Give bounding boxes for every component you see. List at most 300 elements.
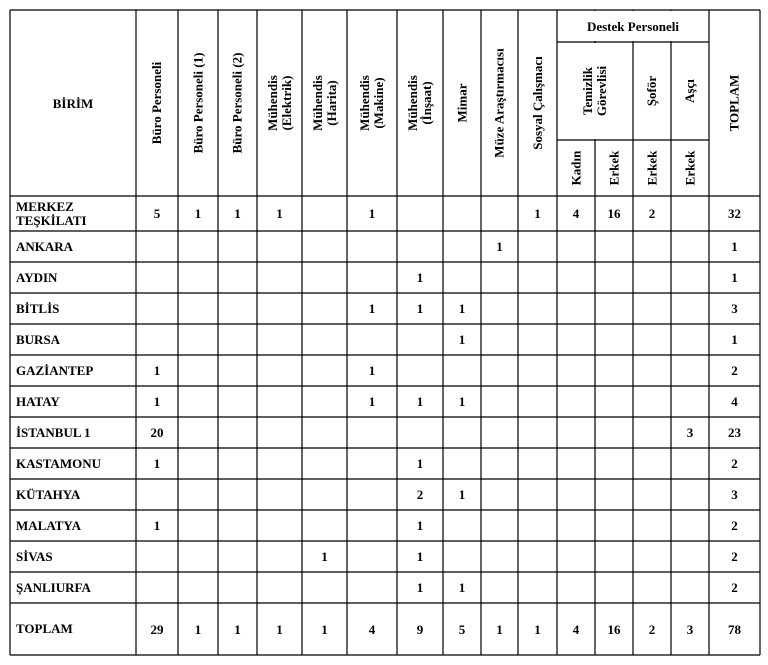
- value-cell: [557, 417, 595, 448]
- value-cell: [633, 196, 671, 231]
- value-cell: [397, 324, 443, 355]
- value-cell: [136, 293, 178, 324]
- value-cell: [178, 293, 218, 324]
- value-text: 2: [731, 363, 738, 378]
- value-cell: [633, 355, 671, 386]
- unit-name-cell: [10, 417, 136, 448]
- value-cell: [397, 572, 443, 603]
- unit-name-text: MERKEZ: [16, 198, 74, 214]
- value-cell: [518, 262, 557, 293]
- value-cell: [443, 196, 481, 231]
- value-cell: [257, 448, 302, 479]
- column-header: [347, 10, 397, 196]
- value-cell: [557, 510, 595, 541]
- total-column-header-text: TOPLAM: [726, 74, 742, 132]
- value-cell: [671, 231, 709, 262]
- value-cell: [709, 572, 760, 603]
- column-header-text: Mimar: [454, 83, 470, 123]
- value-cell: [347, 196, 397, 231]
- value-cell: [443, 448, 481, 479]
- value-text: 1: [731, 332, 738, 347]
- column-header: [481, 10, 518, 196]
- unit-column-header-text: BİRİM: [52, 95, 94, 111]
- value-cell: [347, 324, 397, 355]
- value-text: 1: [416, 394, 424, 409]
- value-cell: [671, 448, 709, 479]
- value-cell: [633, 293, 671, 324]
- value-cell: [347, 386, 397, 417]
- value-text: 32: [728, 206, 741, 221]
- value-cell: [709, 510, 760, 541]
- value-cell: [518, 417, 557, 448]
- value-cell: [633, 262, 671, 293]
- value-cell: [671, 572, 709, 603]
- support-role-header-text: Şoför: [644, 75, 659, 107]
- value-text: 1: [416, 270, 424, 285]
- value-cell: [481, 417, 518, 448]
- value-cell: [633, 510, 671, 541]
- value-text: 1: [731, 239, 738, 254]
- value-cell: [557, 541, 595, 572]
- value-text: 1: [731, 270, 738, 285]
- value-cell: [302, 541, 347, 572]
- unit-name-text: KASTAMONU: [16, 455, 101, 471]
- value-text: 1: [153, 456, 161, 471]
- value-cell: [347, 355, 397, 386]
- value-cell: [136, 479, 178, 510]
- value-cell: [302, 417, 347, 448]
- value-cell: [481, 293, 518, 324]
- unit-name-text: BURSA: [16, 331, 61, 347]
- value-text: 2: [416, 487, 424, 502]
- column-header: [302, 10, 347, 196]
- value-cell: [709, 231, 760, 262]
- value-cell: [178, 196, 218, 231]
- value-text: 3: [686, 425, 694, 440]
- value-cell: [633, 324, 671, 355]
- value-cell: [136, 231, 178, 262]
- value-cell: [557, 231, 595, 262]
- column-header: [518, 10, 557, 196]
- totals-value-text: 1: [534, 621, 541, 637]
- value-cell: [218, 448, 257, 479]
- value-text: 1: [458, 394, 466, 409]
- value-text: 1: [153, 394, 161, 409]
- value-cell: [136, 262, 178, 293]
- value-cell: [633, 448, 671, 479]
- value-cell: [481, 231, 518, 262]
- value-cell: [218, 355, 257, 386]
- value-text: 1: [153, 363, 161, 378]
- value-cell: [178, 355, 218, 386]
- unit-name-text: AYDIN: [16, 269, 58, 285]
- value-cell: [443, 510, 481, 541]
- value-cell: [136, 572, 178, 603]
- value-cell: [218, 541, 257, 572]
- unit-name-text: İSTANBUL 1: [16, 424, 91, 440]
- value-cell: [178, 386, 218, 417]
- totals-value-text: 2: [648, 621, 656, 637]
- value-cell: [136, 386, 178, 417]
- value-cell: [481, 386, 518, 417]
- value-cell: [595, 293, 633, 324]
- value-cell: [595, 572, 633, 603]
- value-cell: [633, 417, 671, 448]
- totals-label-cell: [10, 603, 136, 655]
- value-cell: [518, 324, 557, 355]
- value-cell: [709, 541, 760, 572]
- value-cell: [709, 448, 760, 479]
- value-cell: [709, 386, 760, 417]
- totals-value-text: 4: [572, 621, 580, 637]
- value-cell: [178, 262, 218, 293]
- value-cell: [302, 196, 347, 231]
- total-column-header: [709, 10, 760, 196]
- value-cell: [178, 417, 218, 448]
- value-cell: [443, 572, 481, 603]
- unit-name-text: BİTLİS: [16, 300, 60, 316]
- value-text: 1: [416, 580, 424, 595]
- unit-name-cell: [10, 293, 136, 324]
- unit-name-text: KÜTAHYA: [16, 486, 81, 502]
- value-cell: [557, 293, 595, 324]
- value-cell: [709, 324, 760, 355]
- value-cell: [481, 479, 518, 510]
- value-cell: [347, 572, 397, 603]
- value-cell: [257, 386, 302, 417]
- value-text: 4: [731, 394, 738, 409]
- unit-name-text: HATAY: [16, 393, 60, 409]
- value-text: 1: [534, 206, 541, 221]
- value-cell: [302, 386, 347, 417]
- value-cell: [397, 196, 443, 231]
- value-cell: [397, 262, 443, 293]
- value-cell: [671, 355, 709, 386]
- value-cell: [257, 479, 302, 510]
- column-header-text: Mühendis: [357, 75, 373, 131]
- value-cell: [443, 324, 481, 355]
- gender-header: [595, 140, 633, 196]
- unit-name-cell: [10, 231, 136, 262]
- value-cell: [397, 386, 443, 417]
- value-cell: [557, 479, 595, 510]
- totals-value-text: 5: [458, 621, 466, 637]
- value-text: 2: [731, 518, 738, 533]
- totals-value-cell: [443, 603, 481, 655]
- value-cell: [709, 293, 760, 324]
- totals-value-text: 1: [234, 621, 241, 637]
- value-cell: [136, 541, 178, 572]
- value-cell: [671, 324, 709, 355]
- support-role-header-text: Temizlik: [580, 67, 595, 115]
- value-text: 23: [728, 425, 741, 440]
- value-cell: [443, 262, 481, 293]
- value-cell: [557, 448, 595, 479]
- unit-name-cell: [10, 262, 136, 293]
- unit-name-text: SİVAS: [16, 548, 53, 564]
- value-text: 1: [416, 549, 424, 564]
- value-cell: [671, 510, 709, 541]
- support-role-header-text: Aşçı: [682, 79, 697, 103]
- value-text: 1: [416, 518, 424, 533]
- column-header-text: Sosyal Çalışmacı: [529, 56, 545, 150]
- value-cell: [671, 262, 709, 293]
- value-cell: [595, 417, 633, 448]
- value-cell: [397, 510, 443, 541]
- value-cell: [595, 479, 633, 510]
- value-text: 2: [731, 456, 738, 471]
- totals-value-text: 3: [686, 621, 694, 637]
- unit-name-text: GAZİANTEP: [16, 362, 94, 378]
- value-cell: [709, 479, 760, 510]
- value-cell: [302, 324, 347, 355]
- support-role-header: [633, 42, 671, 140]
- value-cell: [257, 541, 302, 572]
- value-text: 2: [731, 580, 738, 595]
- totals-value-text: 1: [276, 621, 283, 637]
- value-cell: [518, 448, 557, 479]
- value-cell: [595, 541, 633, 572]
- column-header-text: Büro Personeli (1): [190, 52, 206, 154]
- unit-name-cell: [10, 510, 136, 541]
- value-cell: [136, 448, 178, 479]
- value-text: 3: [731, 487, 738, 502]
- unit-name-text: TEŞKİLATI: [16, 212, 87, 228]
- value-cell: [136, 355, 178, 386]
- value-cell: [557, 386, 595, 417]
- column-header-text: (Harita): [323, 80, 339, 126]
- value-cell: [443, 417, 481, 448]
- value-cell: [302, 262, 347, 293]
- value-cell: [257, 510, 302, 541]
- value-cell: [397, 293, 443, 324]
- column-header-text: Mühendis: [264, 75, 280, 131]
- value-cell: [443, 355, 481, 386]
- value-text: 16: [607, 206, 621, 221]
- value-cell: [671, 386, 709, 417]
- value-cell: [347, 448, 397, 479]
- value-cell: [518, 355, 557, 386]
- value-cell: [302, 572, 347, 603]
- value-text: 1: [368, 206, 376, 221]
- value-cell: [397, 448, 443, 479]
- totals-label-text: TOPLAM: [16, 621, 73, 636]
- unit-name-cell: [10, 448, 136, 479]
- value-cell: [136, 324, 178, 355]
- value-cell: [302, 479, 347, 510]
- totals-value-cell: [671, 603, 709, 655]
- value-cell: [136, 196, 178, 231]
- value-text: 1: [276, 206, 283, 221]
- value-text: 1: [416, 456, 424, 471]
- value-cell: [257, 355, 302, 386]
- value-cell: [302, 293, 347, 324]
- value-cell: [481, 324, 518, 355]
- value-text: 1: [416, 301, 424, 316]
- value-cell: [178, 448, 218, 479]
- value-cell: [218, 324, 257, 355]
- gender-header: [633, 140, 671, 196]
- value-cell: [595, 196, 633, 231]
- value-cell: [481, 510, 518, 541]
- value-cell: [257, 293, 302, 324]
- value-cell: [595, 231, 633, 262]
- value-text: 4: [572, 206, 580, 221]
- totals-value-text: 4: [368, 621, 376, 637]
- value-cell: [218, 386, 257, 417]
- value-text: 1: [321, 549, 328, 564]
- totals-value-cell: [347, 603, 397, 655]
- value-cell: [397, 541, 443, 572]
- value-cell: [481, 262, 518, 293]
- column-header: [178, 10, 218, 196]
- value-cell: [518, 196, 557, 231]
- totals-value-text: 16: [607, 621, 621, 637]
- support-role-header: [557, 42, 633, 140]
- value-cell: [518, 572, 557, 603]
- value-cell: [397, 355, 443, 386]
- value-cell: [518, 510, 557, 541]
- value-cell: [218, 572, 257, 603]
- value-cell: [671, 479, 709, 510]
- value-text: 20: [150, 425, 164, 440]
- value-cell: [302, 355, 347, 386]
- value-text: 1: [458, 487, 466, 502]
- value-text: 1: [368, 301, 376, 316]
- value-cell: [557, 572, 595, 603]
- value-cell: [218, 479, 257, 510]
- totals-value-cell: [595, 603, 633, 655]
- support-role-header: [671, 42, 709, 140]
- support-group-header-text: Destek Personeli: [586, 18, 680, 34]
- value-cell: [218, 417, 257, 448]
- column-header-text: Mühendis: [309, 75, 325, 131]
- support-role-header-text: Görevlisi: [594, 65, 609, 117]
- value-cell: [518, 231, 557, 262]
- value-cell: [709, 355, 760, 386]
- totals-value-text: 29: [150, 621, 164, 637]
- totals-value-text: 1: [321, 621, 328, 637]
- value-cell: [397, 417, 443, 448]
- value-cell: [257, 417, 302, 448]
- column-header-text: Büro Personeli (2): [229, 52, 245, 154]
- unit-name-cell: [10, 572, 136, 603]
- gender-header-text: Erkek: [605, 150, 621, 186]
- unit-name-cell: [10, 196, 136, 231]
- value-cell: [595, 510, 633, 541]
- gender-header: [557, 140, 595, 196]
- totals-value-text: 1: [496, 621, 503, 637]
- value-cell: [518, 386, 557, 417]
- value-cell: [481, 355, 518, 386]
- totals-value-text: 1: [194, 621, 202, 637]
- value-cell: [557, 324, 595, 355]
- totals-value-cell: [557, 603, 595, 655]
- value-cell: [178, 324, 218, 355]
- value-cell: [633, 572, 671, 603]
- value-text: 1: [194, 206, 202, 221]
- value-cell: [443, 541, 481, 572]
- value-cell: [633, 386, 671, 417]
- unit-name-cell: [10, 541, 136, 572]
- gender-header-text: Erkek: [681, 150, 697, 186]
- value-cell: [347, 479, 397, 510]
- column-header: [397, 10, 443, 196]
- value-cell: [178, 510, 218, 541]
- value-cell: [257, 572, 302, 603]
- value-cell: [257, 196, 302, 231]
- value-cell: [302, 448, 347, 479]
- column-header-text: Müze Araştırmacısı: [491, 48, 507, 158]
- value-cell: [557, 355, 595, 386]
- column-header-text: (Elektrik): [278, 75, 294, 131]
- value-cell: [443, 293, 481, 324]
- value-cell: [595, 355, 633, 386]
- value-cell: [218, 293, 257, 324]
- value-text: 1: [458, 301, 466, 316]
- value-cell: [709, 417, 760, 448]
- value-cell: [257, 262, 302, 293]
- totals-value-cell: [136, 603, 178, 655]
- totals-value-cell: [397, 603, 443, 655]
- value-cell: [178, 479, 218, 510]
- unit-name-cell: [10, 355, 136, 386]
- totals-value-cell: [481, 603, 518, 655]
- column-header: [257, 10, 302, 196]
- value-cell: [671, 293, 709, 324]
- unit-name-cell: [10, 386, 136, 417]
- value-cell: [443, 231, 481, 262]
- value-cell: [136, 417, 178, 448]
- column-header: [443, 10, 481, 196]
- value-cell: [136, 510, 178, 541]
- value-cell: [518, 293, 557, 324]
- value-cell: [633, 231, 671, 262]
- column-header-text: Büro Personeli: [149, 61, 165, 145]
- unit-name-text: ŞANLIURFA: [16, 579, 91, 595]
- value-cell: [481, 196, 518, 231]
- value-cell: [347, 417, 397, 448]
- column-header-text: Mühendis: [405, 75, 421, 131]
- value-cell: [178, 541, 218, 572]
- totals-value-text: 78: [728, 621, 741, 637]
- gender-header-text: Erkek: [643, 150, 659, 186]
- totals-value-cell: [709, 603, 760, 655]
- value-cell: [595, 262, 633, 293]
- value-cell: [518, 541, 557, 572]
- column-header-text: (İnşaat): [419, 81, 435, 125]
- unit-name-cell: [10, 324, 136, 355]
- value-cell: [671, 196, 709, 231]
- value-cell: [397, 231, 443, 262]
- value-text: 1: [234, 206, 241, 221]
- value-cell: [709, 196, 760, 231]
- value-cell: [302, 231, 347, 262]
- value-cell: [347, 541, 397, 572]
- value-cell: [671, 417, 709, 448]
- value-cell: [595, 386, 633, 417]
- value-text: 1: [496, 239, 503, 254]
- value-cell: [302, 510, 347, 541]
- value-cell: [481, 448, 518, 479]
- totals-value-text: 9: [416, 621, 424, 637]
- value-cell: [347, 262, 397, 293]
- value-cell: [518, 479, 557, 510]
- column-header-text: (Makine): [371, 77, 387, 129]
- totals-value-cell: [257, 603, 302, 655]
- value-cell: [595, 324, 633, 355]
- value-cell: [218, 510, 257, 541]
